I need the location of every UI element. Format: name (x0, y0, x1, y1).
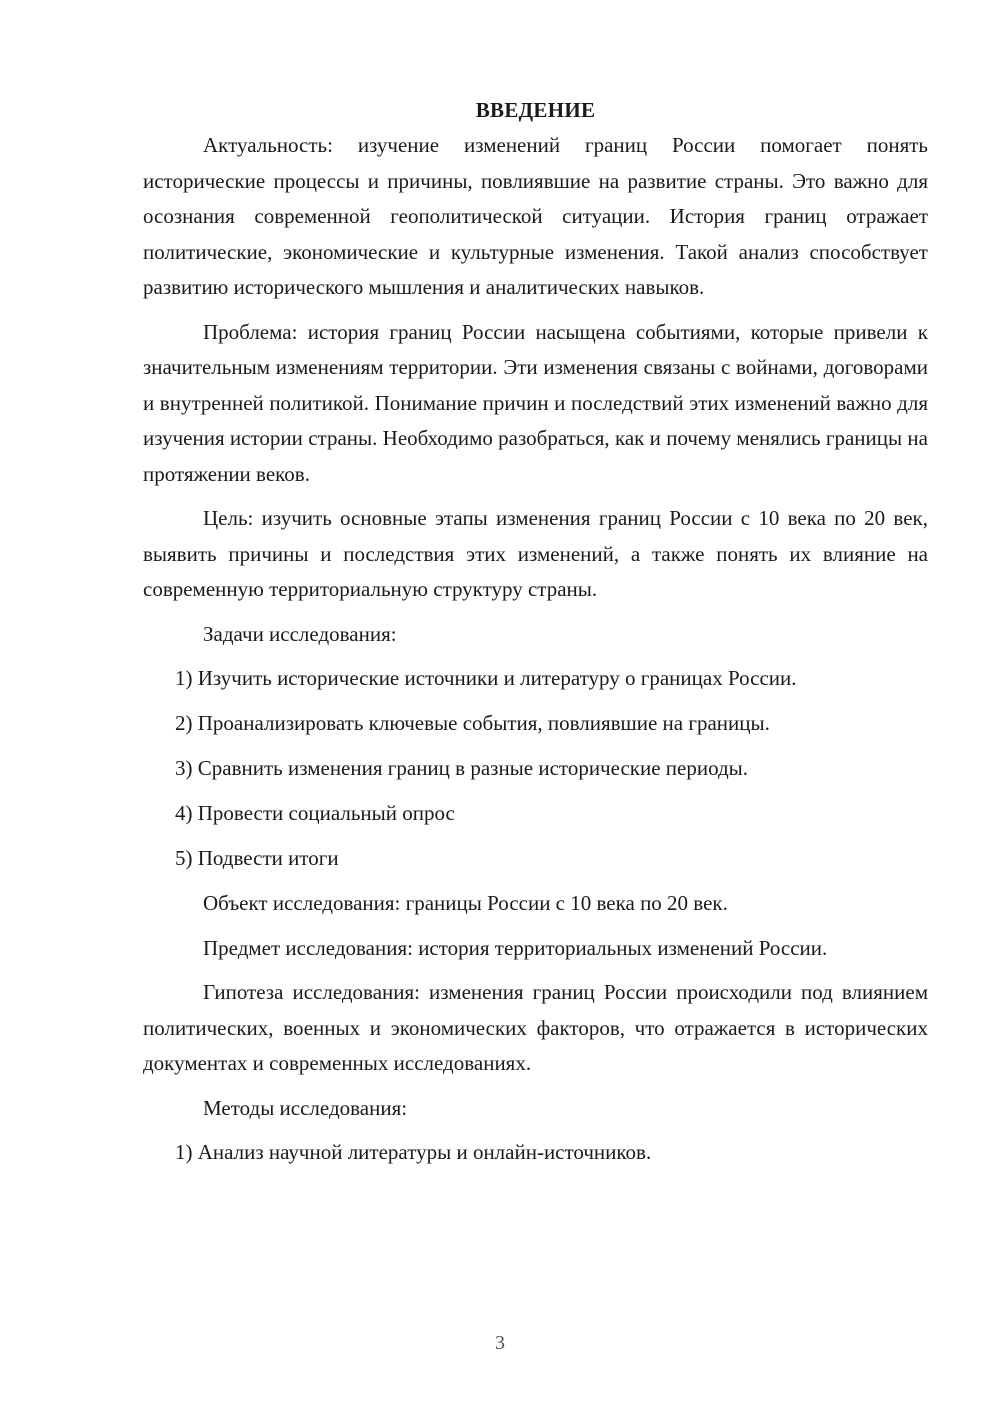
list-item: 4) Провести социальный опрос (175, 801, 455, 825)
paragraph-subject: Предмет исследования: история территориальных изменений России. (203, 935, 828, 960)
list-item: 3) Сравнить изменения границ в разные исторические периоды. (175, 756, 749, 780)
page-number: 3 (495, 1332, 505, 1354)
tasks-heading: Задачи исследования: (203, 621, 397, 646)
paragraph-goal: Цель: изучить основные этапы изменения границ России с 10 века по 20 век, выявить причины и последствия этих изменений, а также понять их влияние на современную территориальную структуру страны. (143, 506, 928, 601)
list-item: 2) Проанализировать ключевые события, повлиявшие на границы. (175, 711, 770, 735)
list-item: 1) Анализ научной литературы и онлайн-источников. (175, 1140, 652, 1164)
document-page (143, 92, 928, 1180)
list-item: 5) Подвести итоги (175, 846, 339, 870)
paragraph-problem: Проблема: история границ России насыщена событиями, которые привели к значительным изменениям территории. Эти изменения связаны с войнами, договорами и внутренней политикой. Понимание причин и последствий этих изменений важно для изучения истории страны. Необходимо разобраться, как и почему менялись границы на протяжении веков. (143, 319, 928, 486)
tasks-list (143, 661, 928, 877)
methods-heading: Методы исследования: (203, 1095, 408, 1120)
paragraph-object: Объект исследования: границы России с 10 века по 20 век. (203, 891, 728, 915)
methods-list (143, 1135, 928, 1171)
page-title: ВВЕДЕНИЕ (475, 98, 596, 122)
paragraph-relevance: Актуальность: изучение изменений границ России помогает понять исторические процессы и причины, повлиявшие на развитие страны. Это важно для осознания современной геополитической ситуации. История границ отражает политические, экономические и культурные изменения. Такой анализ способствует развитию исторического мышления и аналитических навыков. (143, 133, 928, 299)
paragraph-hypothesis: Гипотеза исследования: изменения границ России происходили под влиянием политических, военных и экономических факторов, что отражается в исторических документах и современных исследованиях. (143, 980, 928, 1075)
list-item: 1) Изучить исторические источники и литературу о границах России. (175, 666, 797, 690)
